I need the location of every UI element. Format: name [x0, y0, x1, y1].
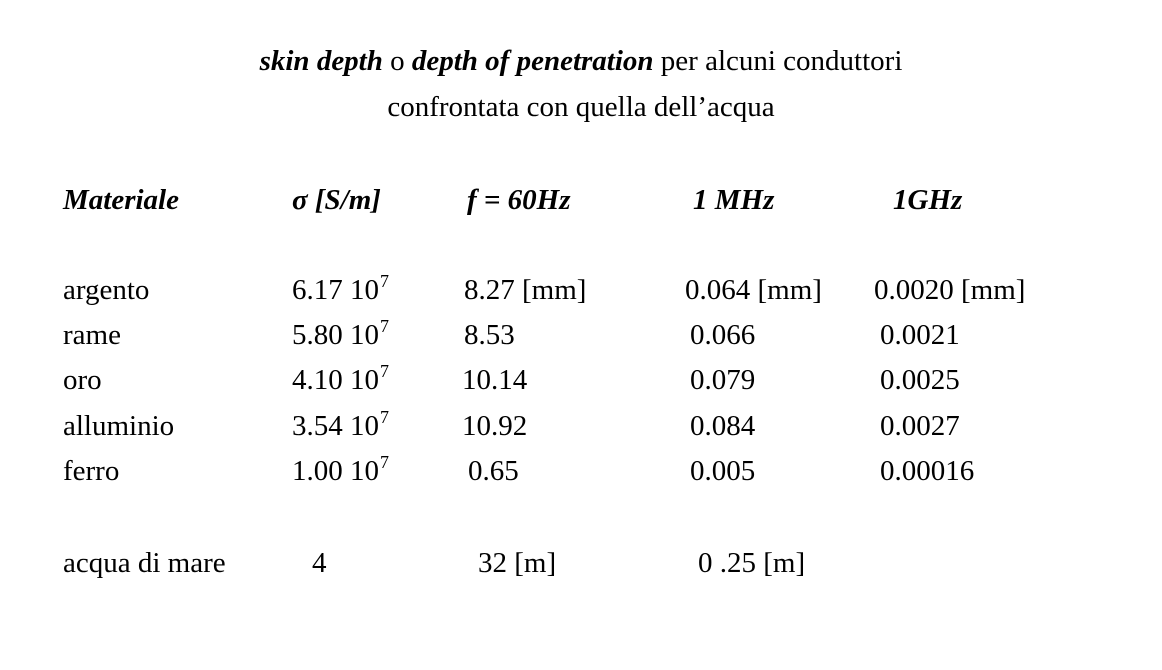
ghz-cell: 0.0020 [mm] — [874, 274, 1026, 306]
sigma-cell: 4.10 $10^7$ — [292, 361, 389, 396]
material-cell: argento — [63, 274, 150, 306]
header-materiale: Materiale — [63, 184, 179, 216]
sigma-cell: 1.00 $10^7$ — [292, 452, 389, 487]
sigma-cell: 4 — [312, 547, 327, 579]
ghz-cell: 0.0025 — [880, 364, 960, 396]
header-1ghz: 1GHz — [893, 184, 963, 216]
title-conjunction: o — [382, 45, 412, 77]
sigma-exponent: 7 — [380, 361, 389, 381]
sigma-exponent: 7 — [380, 271, 389, 291]
f60-cell: 10.92 — [462, 410, 528, 442]
ghz-cell: 0.00016 — [880, 455, 975, 487]
mhz-cell: 0.064 [mm] — [685, 274, 822, 306]
title-line-1 — [0, 44, 1162, 78]
material-cell: acqua di mare — [63, 547, 226, 579]
header-60hz: f = 60Hz — [467, 184, 571, 216]
header-1mhz: 1 MHz — [693, 184, 775, 216]
sigma-exponent: 7 — [380, 452, 389, 472]
f60-cell: 8.53 — [464, 319, 515, 351]
sigma-cell: 6.17 $10^7$ — [292, 271, 389, 306]
mhz-cell: 0 .25 [m] — [698, 547, 806, 579]
material-cell: alluminio — [63, 410, 175, 442]
title-term-depth-of-penetration: depth of penetration — [411, 45, 654, 77]
f60-cell: 10.14 — [462, 364, 528, 396]
material-cell: ferro — [63, 455, 120, 487]
header-sigma: σ [S/m] — [292, 184, 381, 216]
f60-cell: 0.65 — [468, 455, 519, 487]
sigma-exponent: 7 — [380, 407, 389, 427]
mhz-cell: 0.084 — [690, 410, 756, 442]
material-cell: rame — [63, 319, 121, 351]
mhz-cell: 0.066 — [690, 319, 756, 351]
mhz-cell: 0.005 — [690, 455, 756, 487]
material-cell: oro — [63, 364, 102, 396]
title-suffix: per alcuni conduttori — [653, 45, 903, 77]
f60-cell: 32 [m] — [478, 547, 557, 579]
sigma-cell: 3.54 $10^7$ — [292, 407, 389, 442]
ghz-cell: 0.0027 — [880, 410, 960, 442]
title-term-skin-depth: skin depth — [259, 45, 383, 77]
sigma-exponent: 7 — [380, 316, 389, 336]
mhz-cell: 0.079 — [690, 364, 756, 396]
f60-cell: 8.27 [mm] — [464, 274, 587, 306]
title-line-2: confrontata con quella dell’acqua — [387, 91, 775, 123]
ghz-cell: 0.0021 — [880, 319, 960, 351]
sigma-cell: 5.80 $10^7$ — [292, 316, 389, 351]
